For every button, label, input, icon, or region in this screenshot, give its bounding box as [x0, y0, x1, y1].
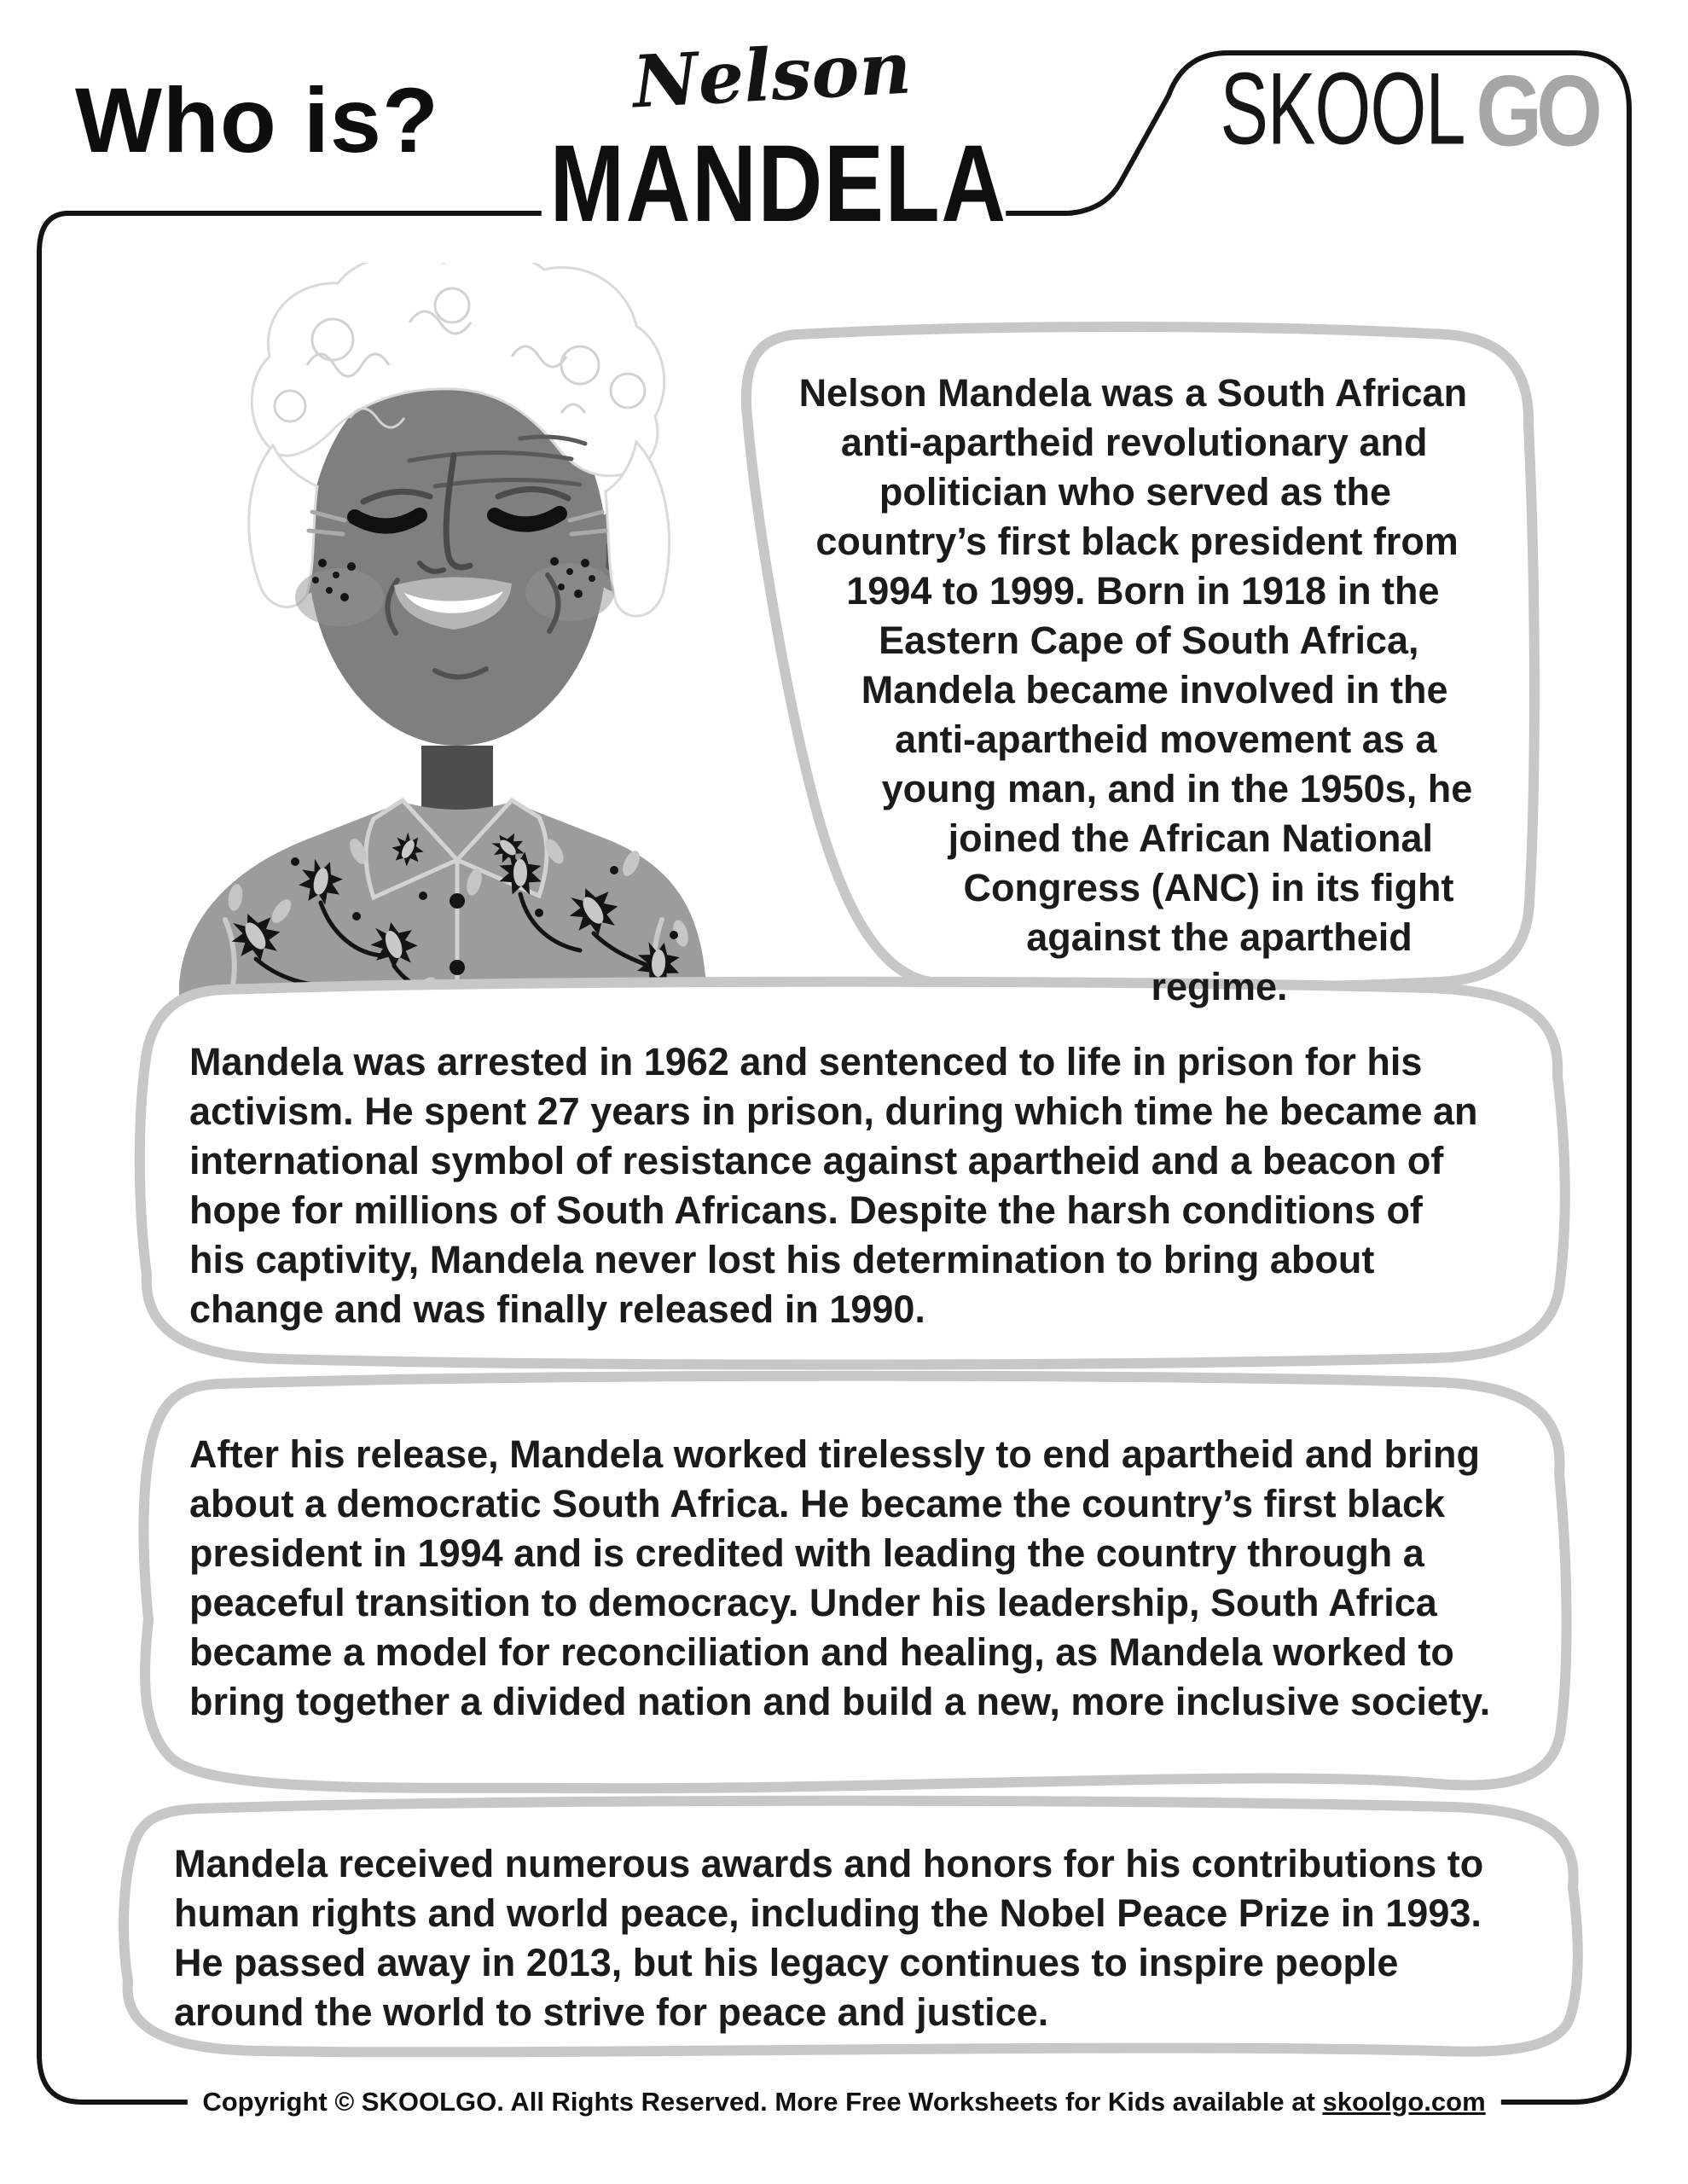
intro-text: Nelson Mandela was a South African anti-apartheid revolutionary and politician who served as the country’s first black president from 1994 to 1999. Born in 1918 in the Eastern Cape of South Africa, Mandela became involved in the anti-apartheid movement as a young man, and in the 1950s, he joined the African National Congress (ANC) in its fight against the apartheid regime. — [798, 371, 1473, 1008]
skoolgo-link[interactable]: skoolgo.com — [1322, 2087, 1486, 2117]
intro-speech-bubble — [754, 340, 1522, 1008]
skoolgo-logo — [1190, 52, 1616, 170]
footer-copyright — [187, 2078, 1500, 2126]
bio-paragraph-presidency: After his release, Mandela worked tirelessly to end apartheid and bring about a democratic South Africa. He became the country’s first black president in 1994 and is credited with leading the country through a peaceful transition to democracy. Under his leadership, South Africa became a model for reconciliation and healing, as Mandela worked to bring together a divided nation and build a new, more inclusive society. — [189, 1432, 1491, 1723]
footer-brand-go: GO — [455, 2087, 497, 2117]
person-first-name: Nelson — [630, 25, 914, 125]
bio-paragraph-prison: Mandela was arrested in 1962 and sentenced to life in prison for his activism. He spent 27 years in prison, during which time he became an international symbol of resistance against apartheid and a beacon of hope for millions of South Africans. Despite the harsh conditions of his captivity, Mandela never lost his determination to bring about change and was finally released in 1990. — [189, 1040, 1478, 1331]
skoolgo-logo-skool: SKOOL — [1220, 52, 1465, 166]
page-title: Who is? — [75, 68, 439, 171]
bio-paragraph-legacy: Mandela received numerous awards and honors for his contributions to human rights and world peace, including the Nobel Peace Prize in 1993. He passed away in 2013, but his legacy continues to inspire people around the world to strive for peace and justice. — [174, 1842, 1484, 2034]
person-last-name: MANDELA — [542, 130, 1006, 239]
footer-text-prefix: Copyright © SKOOL — [202, 2087, 456, 2117]
skoolgo-logo-go: GO — [1476, 55, 1597, 168]
footer-text-middle: . All Rights Reserved. More Free Worksheets for Kids available at — [496, 2087, 1323, 2117]
